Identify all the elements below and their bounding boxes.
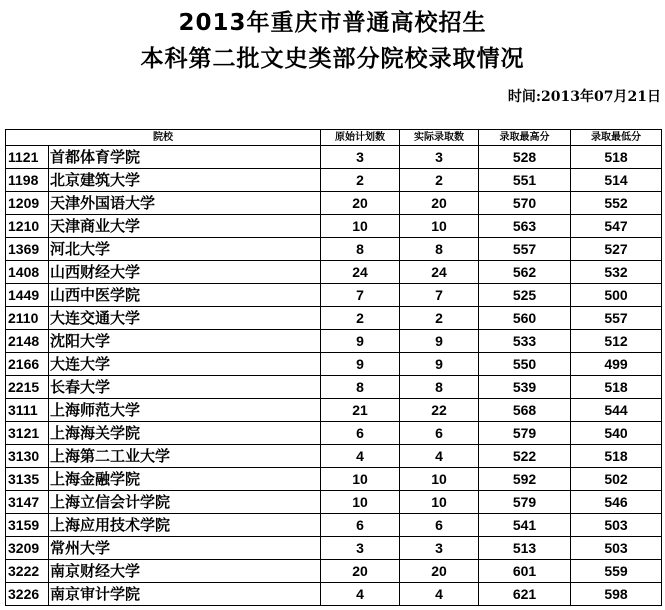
actual-count: 9 bbox=[400, 330, 479, 353]
table-row bbox=[6, 537, 662, 560]
max-score: 551 bbox=[479, 169, 571, 192]
plan-count: 4 bbox=[321, 445, 400, 468]
plan-count: 9 bbox=[321, 353, 400, 376]
plan-count: 3 bbox=[321, 146, 400, 169]
max-score: 579 bbox=[479, 491, 571, 514]
table-row bbox=[6, 583, 662, 606]
max-score: 563 bbox=[479, 215, 571, 238]
min-score: 518 bbox=[571, 376, 662, 399]
school-code: 1369 bbox=[6, 238, 49, 261]
school-code: 3147 bbox=[6, 491, 49, 514]
plan-count: 7 bbox=[321, 284, 400, 307]
table-row bbox=[6, 399, 662, 422]
actual-count: 22 bbox=[400, 399, 479, 422]
page-title: 2013年重庆市普通高校招生 bbox=[178, 10, 487, 36]
min-score: 557 bbox=[571, 307, 662, 330]
school-name: 大连交通大学 bbox=[49, 307, 321, 330]
plan-count: 8 bbox=[321, 376, 400, 399]
max-score: 570 bbox=[479, 192, 571, 215]
admission-table bbox=[5, 129, 662, 606]
school-name: 北京建筑大学 bbox=[49, 169, 321, 192]
column-header-max: 录取最高分 bbox=[479, 130, 571, 146]
min-score: 503 bbox=[571, 537, 662, 560]
max-score: 550 bbox=[479, 353, 571, 376]
table-row bbox=[6, 376, 662, 399]
column-header-school: 院校 bbox=[6, 130, 321, 146]
plan-count: 4 bbox=[321, 583, 400, 606]
actual-count: 6 bbox=[400, 422, 479, 445]
min-score: 546 bbox=[571, 491, 662, 514]
plan-count: 10 bbox=[321, 215, 400, 238]
school-code: 1449 bbox=[6, 284, 49, 307]
actual-count: 3 bbox=[400, 537, 479, 560]
school-code: 2166 bbox=[6, 353, 49, 376]
min-score: 499 bbox=[571, 353, 662, 376]
school-code: 3226 bbox=[6, 583, 49, 606]
actual-count: 4 bbox=[400, 583, 479, 606]
school-name: 沈阳大学 bbox=[49, 330, 321, 353]
column-header-min: 录取最低分 bbox=[571, 130, 662, 146]
min-score: 547 bbox=[571, 215, 662, 238]
plan-count: 21 bbox=[321, 399, 400, 422]
school-name: 天津外国语大学 bbox=[49, 192, 321, 215]
school-name: 首都体育学院 bbox=[49, 146, 321, 169]
actual-count: 8 bbox=[400, 238, 479, 261]
school-name: 长春大学 bbox=[49, 376, 321, 399]
school-code: 3121 bbox=[6, 422, 49, 445]
actual-count: 4 bbox=[400, 445, 479, 468]
max-score: 533 bbox=[479, 330, 571, 353]
max-score: 528 bbox=[479, 146, 571, 169]
table-row bbox=[6, 491, 662, 514]
min-score: 540 bbox=[571, 422, 662, 445]
plan-count: 2 bbox=[321, 169, 400, 192]
table-row bbox=[6, 514, 662, 537]
plan-count: 10 bbox=[321, 491, 400, 514]
max-score: 560 bbox=[479, 307, 571, 330]
min-score: 559 bbox=[571, 560, 662, 583]
min-score: 518 bbox=[571, 146, 662, 169]
table-header-row bbox=[6, 130, 662, 146]
school-code: 1408 bbox=[6, 261, 49, 284]
min-score: 598 bbox=[571, 583, 662, 606]
min-score: 552 bbox=[571, 192, 662, 215]
min-score: 512 bbox=[571, 330, 662, 353]
actual-count: 8 bbox=[400, 376, 479, 399]
school-name: 上海海关学院 bbox=[49, 422, 321, 445]
max-score: 592 bbox=[479, 468, 571, 491]
table-row bbox=[6, 215, 662, 238]
column-header-plan: 原始计划数 bbox=[321, 130, 400, 146]
school-name: 河北大学 bbox=[49, 238, 321, 261]
plan-count: 20 bbox=[321, 560, 400, 583]
actual-count: 7 bbox=[400, 284, 479, 307]
actual-count: 9 bbox=[400, 353, 479, 376]
max-score: 539 bbox=[479, 376, 571, 399]
min-score: 502 bbox=[571, 468, 662, 491]
school-code: 3222 bbox=[6, 560, 49, 583]
max-score: 568 bbox=[479, 399, 571, 422]
school-name: 天津商业大学 bbox=[49, 215, 321, 238]
max-score: 601 bbox=[479, 560, 571, 583]
actual-count: 20 bbox=[400, 192, 479, 215]
plan-count: 6 bbox=[321, 514, 400, 537]
school-name: 上海立信会计学院 bbox=[49, 491, 321, 514]
actual-count: 3 bbox=[400, 146, 479, 169]
min-score: 500 bbox=[571, 284, 662, 307]
school-code: 3130 bbox=[6, 445, 49, 468]
actual-count: 2 bbox=[400, 307, 479, 330]
plan-count: 8 bbox=[321, 238, 400, 261]
school-code: 3111 bbox=[6, 399, 49, 422]
plan-count: 3 bbox=[321, 537, 400, 560]
min-score: 514 bbox=[571, 169, 662, 192]
max-score: 579 bbox=[479, 422, 571, 445]
min-score: 503 bbox=[571, 514, 662, 537]
school-code: 1209 bbox=[6, 192, 49, 215]
school-code: 2215 bbox=[6, 376, 49, 399]
min-score: 532 bbox=[571, 261, 662, 284]
actual-count: 6 bbox=[400, 514, 479, 537]
table-row bbox=[6, 146, 662, 169]
plan-count: 10 bbox=[321, 468, 400, 491]
school-code: 2110 bbox=[6, 307, 49, 330]
school-name: 上海应用技术学院 bbox=[49, 514, 321, 537]
max-score: 513 bbox=[479, 537, 571, 560]
plan-count: 2 bbox=[321, 307, 400, 330]
actual-count: 10 bbox=[400, 468, 479, 491]
max-score: 621 bbox=[479, 583, 571, 606]
table-row bbox=[6, 307, 662, 330]
page-subtitle: 本科第二批文史类部分院校录取情况 bbox=[140, 46, 525, 72]
school-name: 南京财经大学 bbox=[49, 560, 321, 583]
table-row bbox=[6, 560, 662, 583]
actual-count: 24 bbox=[400, 261, 479, 284]
table-row bbox=[6, 422, 662, 445]
table-row bbox=[6, 284, 662, 307]
column-header-actual: 实际录取数 bbox=[400, 130, 479, 146]
max-score: 557 bbox=[479, 238, 571, 261]
school-code: 2148 bbox=[6, 330, 49, 353]
min-score: 527 bbox=[571, 238, 662, 261]
table-row bbox=[6, 192, 662, 215]
school-name: 南京审计学院 bbox=[49, 583, 321, 606]
plan-count: 24 bbox=[321, 261, 400, 284]
school-name: 大连大学 bbox=[49, 353, 321, 376]
actual-count: 10 bbox=[400, 491, 479, 514]
table-row bbox=[6, 261, 662, 284]
actual-count: 2 bbox=[400, 169, 479, 192]
table-row bbox=[6, 169, 662, 192]
actual-count: 20 bbox=[400, 560, 479, 583]
school-name: 上海第二工业大学 bbox=[49, 445, 321, 468]
table-row bbox=[6, 353, 662, 376]
max-score: 522 bbox=[479, 445, 571, 468]
table-row bbox=[6, 445, 662, 468]
max-score: 541 bbox=[479, 514, 571, 537]
school-code: 3135 bbox=[6, 468, 49, 491]
school-code: 1198 bbox=[6, 169, 49, 192]
date-label: 时间:2013年07月21日 bbox=[507, 89, 661, 105]
school-code: 3159 bbox=[6, 514, 49, 537]
max-score: 562 bbox=[479, 261, 571, 284]
table-row bbox=[6, 238, 662, 261]
plan-count: 20 bbox=[321, 192, 400, 215]
school-code: 3209 bbox=[6, 537, 49, 560]
school-name: 上海金融学院 bbox=[49, 468, 321, 491]
school-name: 常州大学 bbox=[49, 537, 321, 560]
school-name: 山西财经大学 bbox=[49, 261, 321, 284]
school-name: 上海师范大学 bbox=[49, 399, 321, 422]
min-score: 518 bbox=[571, 445, 662, 468]
table-row bbox=[6, 468, 662, 491]
table-row bbox=[6, 330, 662, 353]
school-code: 1210 bbox=[6, 215, 49, 238]
actual-count: 10 bbox=[400, 215, 479, 238]
plan-count: 6 bbox=[321, 422, 400, 445]
max-score: 525 bbox=[479, 284, 571, 307]
school-code: 1121 bbox=[6, 146, 49, 169]
plan-count: 9 bbox=[321, 330, 400, 353]
min-score: 544 bbox=[571, 399, 662, 422]
school-name: 山西中医学院 bbox=[49, 284, 321, 307]
